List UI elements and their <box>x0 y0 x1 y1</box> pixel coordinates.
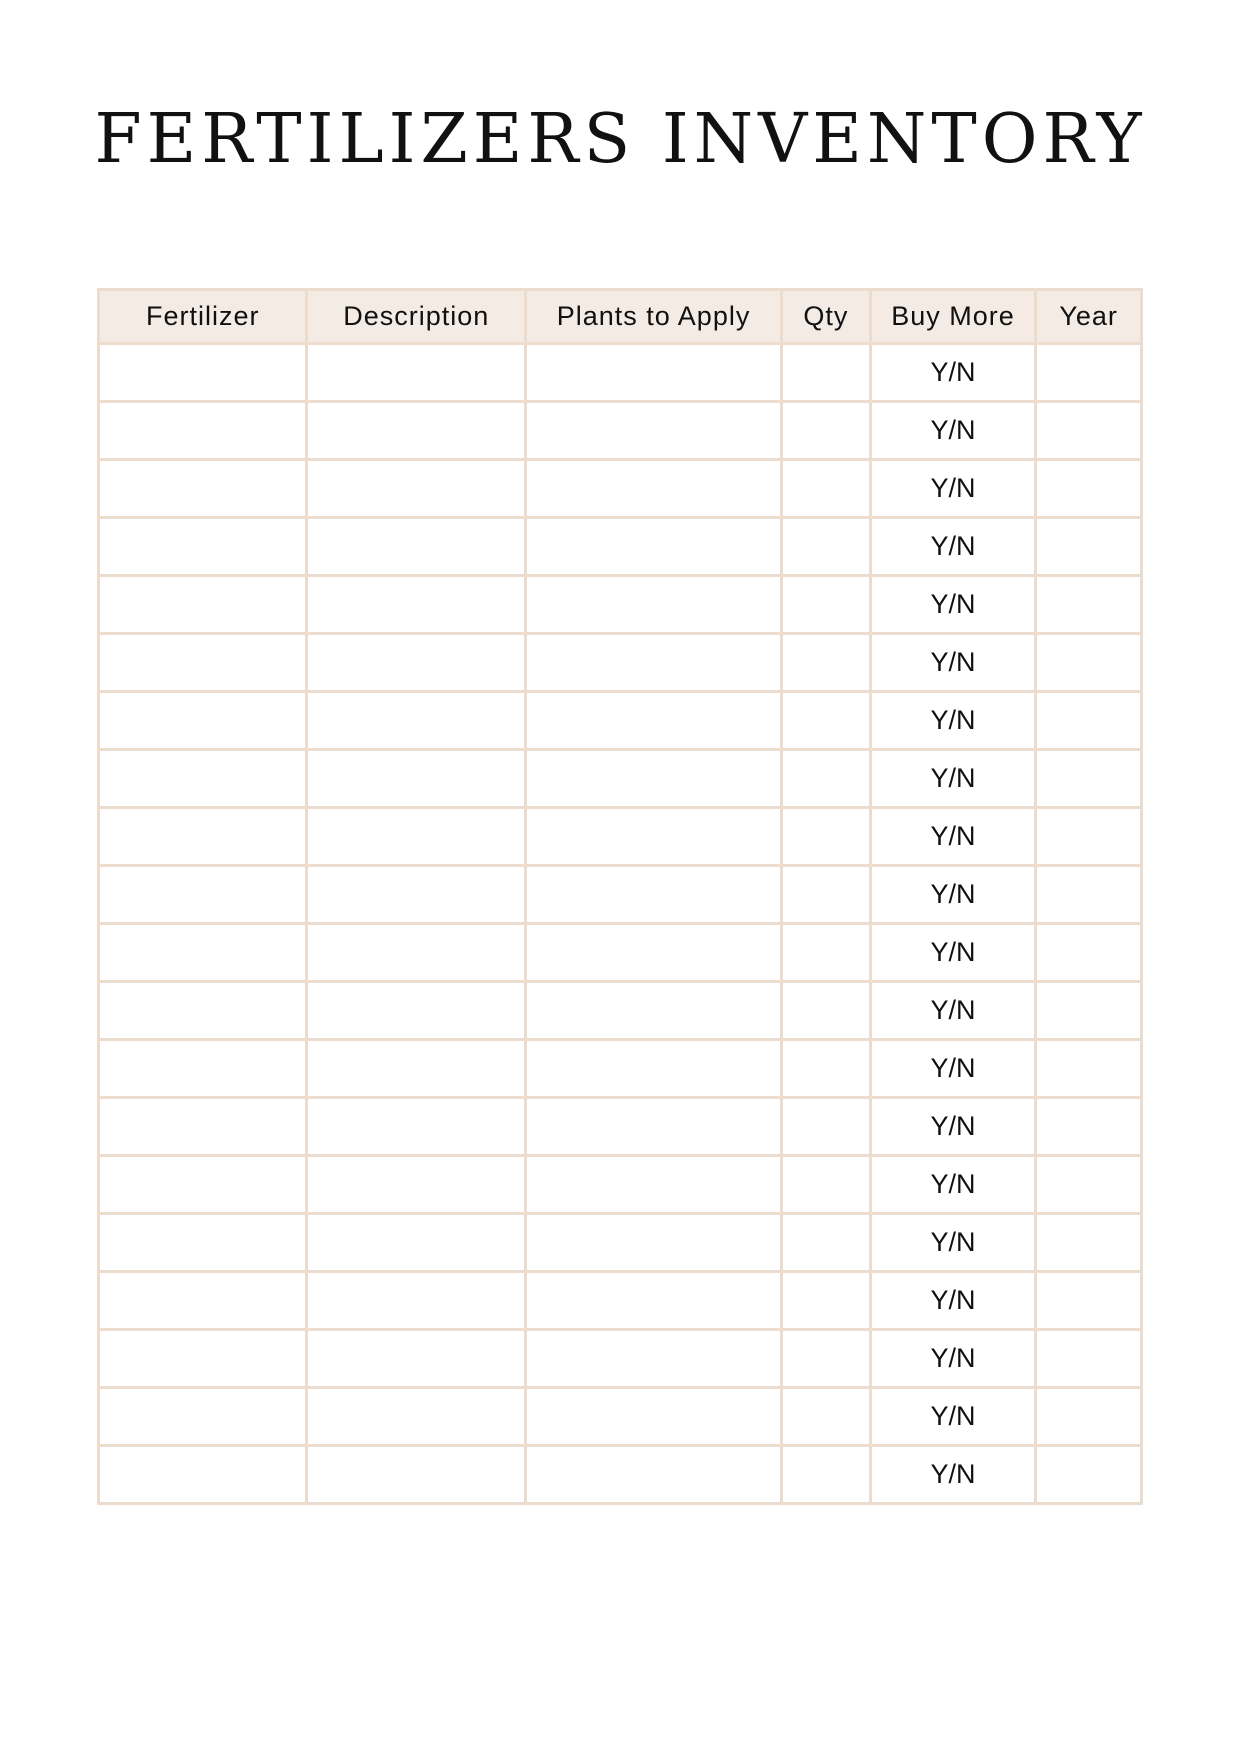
cell-fertilizer[interactable] <box>99 518 307 576</box>
cell-qty[interactable] <box>782 1214 871 1272</box>
cell-fertilizer[interactable] <box>99 924 307 982</box>
cell-qty[interactable] <box>782 344 871 402</box>
cell-plants-to-apply[interactable] <box>526 460 782 518</box>
cell-qty[interactable] <box>782 866 871 924</box>
cell-description[interactable] <box>307 1156 526 1214</box>
cell-plants-to-apply[interactable] <box>526 924 782 982</box>
cell-plants-to-apply[interactable] <box>526 1214 782 1272</box>
cell-year[interactable] <box>1036 518 1142 576</box>
table-row <box>99 634 1142 692</box>
cell-fertilizer[interactable] <box>99 634 307 692</box>
cell-plants-to-apply[interactable] <box>526 808 782 866</box>
cell-year[interactable] <box>1036 1446 1142 1504</box>
cell-buy-more[interactable]: Y/N <box>870 750 1035 808</box>
cell-qty[interactable] <box>782 1040 871 1098</box>
cell-buy-more[interactable]: Y/N <box>870 402 1035 460</box>
cell-year[interactable] <box>1036 750 1142 808</box>
cell-buy-more[interactable]: Y/N <box>870 1446 1035 1504</box>
cell-year[interactable] <box>1036 1272 1142 1330</box>
cell-buy-more[interactable]: Y/N <box>870 1330 1035 1388</box>
cell-fertilizer[interactable] <box>99 460 307 518</box>
cell-qty[interactable] <box>782 1446 871 1504</box>
cell-plants-to-apply[interactable] <box>526 1446 782 1504</box>
cell-description[interactable] <box>307 518 526 576</box>
cell-plants-to-apply[interactable] <box>526 344 782 402</box>
table-row <box>99 576 1142 634</box>
cell-buy-more[interactable]: Y/N <box>870 808 1035 866</box>
cell-plants-to-apply[interactable] <box>526 1156 782 1214</box>
table-row <box>99 866 1142 924</box>
cell-buy-more[interactable]: Y/N <box>870 924 1035 982</box>
cell-buy-more[interactable]: Y/N <box>870 460 1035 518</box>
cell-fertilizer[interactable] <box>99 1330 307 1388</box>
table-row <box>99 1272 1142 1330</box>
cell-fertilizer[interactable] <box>99 982 307 1040</box>
header-fertilizer: Fertilizer <box>99 290 307 344</box>
cell-plants-to-apply[interactable] <box>526 692 782 750</box>
table-row <box>99 982 1142 1040</box>
cell-qty[interactable] <box>782 750 871 808</box>
cell-qty[interactable] <box>782 634 871 692</box>
cell-description[interactable] <box>307 750 526 808</box>
cell-year[interactable] <box>1036 1040 1142 1098</box>
cell-description[interactable] <box>307 1214 526 1272</box>
cell-buy-more[interactable]: Y/N <box>870 576 1035 634</box>
cell-description[interactable] <box>307 634 526 692</box>
table-row <box>99 1040 1142 1098</box>
cell-buy-more[interactable]: Y/N <box>870 1098 1035 1156</box>
cell-description[interactable] <box>307 576 526 634</box>
table-row <box>99 1214 1142 1272</box>
cell-year[interactable] <box>1036 866 1142 924</box>
cell-qty[interactable] <box>782 576 871 634</box>
cell-fertilizer[interactable] <box>99 344 307 402</box>
cell-qty[interactable] <box>782 1272 871 1330</box>
cell-qty[interactable] <box>782 808 871 866</box>
cell-qty[interactable] <box>782 1098 871 1156</box>
table-row <box>99 344 1142 402</box>
cell-fertilizer[interactable] <box>99 1040 307 1098</box>
cell-fertilizer[interactable] <box>99 1272 307 1330</box>
cell-description[interactable] <box>307 344 526 402</box>
cell-buy-more[interactable]: Y/N <box>870 692 1035 750</box>
table-row <box>99 1098 1142 1156</box>
page-title: FERTILIZERS INVENTORY <box>94 100 1147 179</box>
table-row <box>99 1156 1142 1214</box>
cell-buy-more[interactable]: Y/N <box>870 1040 1035 1098</box>
cell-year[interactable] <box>1036 1156 1142 1214</box>
cell-buy-more[interactable]: Y/N <box>870 634 1035 692</box>
cell-description[interactable] <box>307 1272 526 1330</box>
cell-fertilizer[interactable] <box>99 402 307 460</box>
table-row <box>99 924 1142 982</box>
cell-qty[interactable] <box>782 692 871 750</box>
table-row <box>99 750 1142 808</box>
cell-description[interactable] <box>307 1388 526 1446</box>
cell-qty[interactable] <box>782 1156 871 1214</box>
cell-fertilizer[interactable] <box>99 808 307 866</box>
cell-fertilizer[interactable] <box>99 1388 307 1446</box>
cell-description[interactable] <box>307 924 526 982</box>
cell-buy-more[interactable]: Y/N <box>870 344 1035 402</box>
cell-buy-more[interactable]: Y/N <box>870 866 1035 924</box>
cell-year[interactable] <box>1036 344 1142 402</box>
cell-description[interactable] <box>307 692 526 750</box>
cell-year[interactable] <box>1036 1098 1142 1156</box>
cell-fertilizer[interactable] <box>99 576 307 634</box>
cell-year[interactable] <box>1036 982 1142 1040</box>
cell-fertilizer[interactable] <box>99 750 307 808</box>
table-row <box>99 402 1142 460</box>
cell-plants-to-apply[interactable] <box>526 866 782 924</box>
cell-description[interactable] <box>307 1446 526 1504</box>
table-row <box>99 692 1142 750</box>
cell-plants-to-apply[interactable] <box>526 982 782 1040</box>
header-row <box>99 290 1142 344</box>
cell-buy-more[interactable]: Y/N <box>870 1388 1035 1446</box>
cell-fertilizer[interactable] <box>99 1156 307 1214</box>
cell-year[interactable] <box>1036 692 1142 750</box>
cell-plants-to-apply[interactable] <box>526 402 782 460</box>
cell-description[interactable] <box>307 982 526 1040</box>
cell-plants-to-apply[interactable] <box>526 1388 782 1446</box>
cell-qty[interactable] <box>782 460 871 518</box>
inventory-table <box>97 288 1143 1505</box>
cell-fertilizer[interactable] <box>99 1446 307 1504</box>
table-row <box>99 1330 1142 1388</box>
cell-buy-more[interactable]: Y/N <box>870 1214 1035 1272</box>
header-buy-more: Buy More <box>870 290 1035 344</box>
header-year: Year <box>1036 290 1142 344</box>
cell-description[interactable] <box>307 1040 526 1098</box>
cell-qty[interactable] <box>782 982 871 1040</box>
table-row <box>99 518 1142 576</box>
cell-year[interactable] <box>1036 1330 1142 1388</box>
cell-plants-to-apply[interactable] <box>526 1040 782 1098</box>
cell-year[interactable] <box>1036 460 1142 518</box>
cell-qty[interactable] <box>782 402 871 460</box>
cell-qty[interactable] <box>782 1330 871 1388</box>
cell-description[interactable] <box>307 460 526 518</box>
cell-plants-to-apply[interactable] <box>526 576 782 634</box>
cell-plants-to-apply[interactable] <box>526 1098 782 1156</box>
cell-description[interactable] <box>307 866 526 924</box>
cell-year[interactable] <box>1036 808 1142 866</box>
cell-description[interactable] <box>307 1098 526 1156</box>
cell-description[interactable] <box>307 402 526 460</box>
cell-plants-to-apply[interactable] <box>526 634 782 692</box>
cell-year[interactable] <box>1036 634 1142 692</box>
table-row <box>99 1388 1142 1446</box>
cell-buy-more[interactable]: Y/N <box>870 518 1035 576</box>
cell-buy-more[interactable]: Y/N <box>870 982 1035 1040</box>
table-row <box>99 808 1142 866</box>
cell-plants-to-apply[interactable] <box>526 750 782 808</box>
cell-qty[interactable] <box>782 518 871 576</box>
cell-year[interactable] <box>1036 402 1142 460</box>
cell-qty[interactable] <box>782 1388 871 1446</box>
cell-plants-to-apply[interactable] <box>526 518 782 576</box>
cell-fertilizer[interactable] <box>99 1214 307 1272</box>
cell-year[interactable] <box>1036 1388 1142 1446</box>
cell-description[interactable] <box>307 1330 526 1388</box>
table-row <box>99 460 1142 518</box>
table-row <box>99 1446 1142 1504</box>
cell-plants-to-apply[interactable] <box>526 1330 782 1388</box>
cell-fertilizer[interactable] <box>99 866 307 924</box>
header-qty: Qty <box>782 290 871 344</box>
cell-plants-to-apply[interactable] <box>526 1272 782 1330</box>
cell-buy-more[interactable]: Y/N <box>870 1272 1035 1330</box>
header-plants-to-apply: Plants to Apply <box>526 290 782 344</box>
cell-year[interactable] <box>1036 576 1142 634</box>
cell-description[interactable] <box>307 808 526 866</box>
cell-fertilizer[interactable] <box>99 692 307 750</box>
cell-qty[interactable] <box>782 924 871 982</box>
cell-year[interactable] <box>1036 1214 1142 1272</box>
cell-year[interactable] <box>1036 924 1142 982</box>
cell-fertilizer[interactable] <box>99 1098 307 1156</box>
header-description: Description <box>307 290 526 344</box>
cell-buy-more[interactable]: Y/N <box>870 1156 1035 1214</box>
